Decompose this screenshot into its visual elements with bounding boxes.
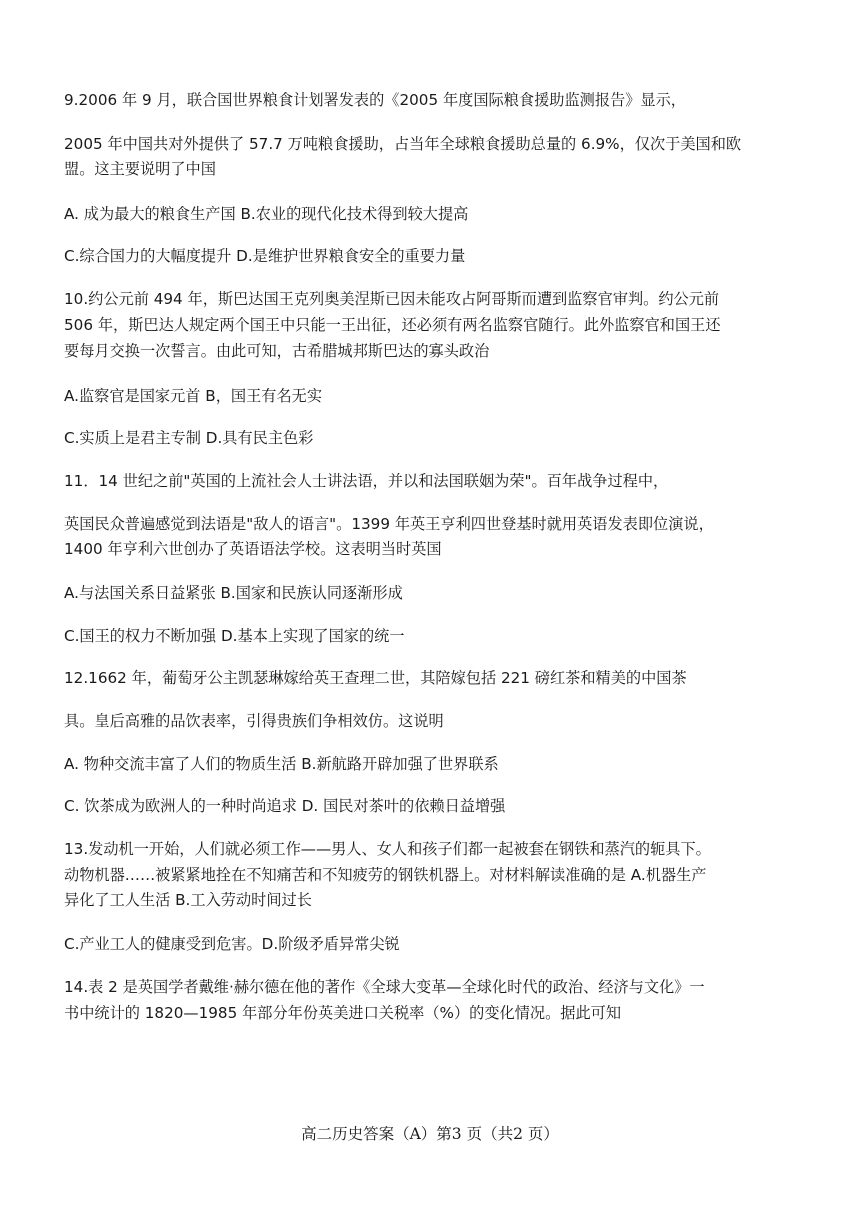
q12-option-cd: C. 饮茶成为欧洲人的一种时尚追求 D. 国民对茶叶的依赖日益增强 — [64, 797, 506, 815]
q9-option-ab: A. 成为最大的粮食生产国 B.农业的现代化技术得到较大提高 — [64, 205, 469, 223]
q11-option-cd: C.国王的权力不断加强 D.基本上实现了国家的统一 — [64, 627, 405, 645]
q10-line-3: 要每月交换一次誓言。由此可知，古希腊城邦斯巴达的寡头政治 — [64, 342, 490, 360]
q9-option-cd: C.综合国力的大幅度提升 D.是维护世界粮食安全的重要力量 — [64, 247, 466, 265]
q10-option-ab: A.监察官是国家元首 B，国王有名无实 — [64, 387, 323, 405]
q11-line-3: 1400 年亨利六世创办了英语语法学校。这表明当时英国 — [64, 540, 442, 558]
page-footer: 高二历史答案（A）第3 页（共2 页） — [301, 1125, 559, 1143]
q9-line-3: 盟。这主要说明了中国 — [64, 160, 216, 178]
q11-line-2: 英国民众普遍感觉到法语是"敌人的语言"。1399 年英王亨利四世登基时就用英语发表即位演说， — [64, 515, 714, 533]
q12-line-1: 12.1662 年，葡萄牙公主凯瑟琳嫁给英王查理二世，其陪嫁包括 221 磅红茶和精美的中国茶 — [64, 669, 687, 687]
q10-option-cd: C.实质上是君主专制 D.具有民主色彩 — [64, 429, 314, 447]
q14-line-2: 书中统计的 1820—1985 年部分年份英美进口关税率（%）的变化情况。据此可知 — [64, 1004, 622, 1022]
q13-line-2: 动物机器……被紧紧地拴在不知痛苦和不知疲劳的钢铁机器上。对材料解读准确的是 A.机器生产 — [64, 866, 707, 884]
q9-line-2: 2005 年中国共对外提供了 57.7 万吨粮食援助，占当年全球粮食援助总量的 6.9%，仅次于美国和欧 — [64, 135, 742, 153]
q10-line-1: 10.约公元前 494 年，斯巴达国王克列奥美涅斯已因未能攻占阿哥斯而遭到监察官审判。约公元前 — [64, 290, 720, 308]
q12-line-2: 具。皇后高雅的品饮表率，引得贵族们争相效仿。这说明 — [64, 712, 444, 730]
q10-line-2: 506 年，斯巴达人规定两个国王中只能一王出征，还必须有两名监察官随行。此外监察官和国王还 — [64, 316, 721, 334]
q14-line-1: 14.表 2 是英国学者戴维·赫尔德在他的著作《全球大变革—全球化时代的政治、经济与文化》一 — [64, 978, 705, 996]
q12-option-ab: A. 物种交流丰富了人们的物质生活 B.新航路开辟加强了世界联系 — [64, 755, 499, 773]
q11-line-1: 11．14 世纪之前"英国的上流社会人士讲法语，并以和法国联姻为荣"。百年战争过程中， — [64, 472, 669, 490]
q13-option-cd: C.产业工人的健康受到危害。D.阶级矛盾异常尖锐 — [64, 935, 400, 953]
q13-line-3: 异化了工人生活 B.工入劳动时间过长 — [64, 891, 312, 909]
q9-line-1: 9.2006 年 9 月，联合国世界粮食计划署发表的《2005 年度国际粮食援助监测报告》显示， — [64, 91, 686, 109]
q11-option-ab: A.与法国关系日益紧张 B.国家和民族认同逐渐形成 — [64, 584, 403, 602]
q13-line-1: 13.发动机一开始，人们就必须工作——男人、女人和孩子们都一起被套在钢铁和蒸汽的轭具下。 — [64, 840, 711, 858]
